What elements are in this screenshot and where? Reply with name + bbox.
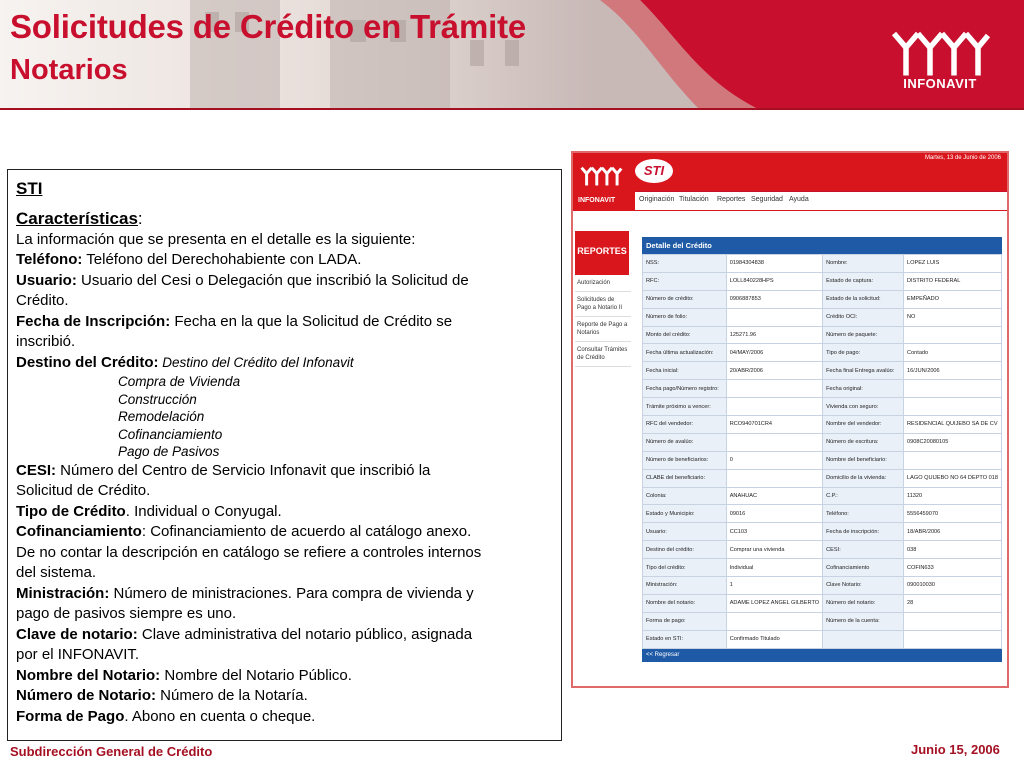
field-value: Individual	[726, 559, 822, 577]
sidebar-header: REPORTES	[575, 231, 629, 275]
fecha-cont: inscribió.	[16, 333, 76, 350]
field-value	[726, 433, 822, 451]
field-value: NO	[904, 308, 1002, 326]
panel-nav	[635, 191, 1007, 210]
field-value: ADAME LOPEZ ANGEL GILBERTO	[726, 594, 822, 612]
usuario-row	[16, 271, 561, 292]
nav-titulacion[interactable]: Titulación	[679, 196, 709, 203]
field-label: Número de la cuenta:	[823, 612, 904, 630]
info-heading: STI	[16, 179, 43, 198]
panel-body	[573, 211, 1007, 688]
field-value: 28	[904, 594, 1002, 612]
sti-screenshot-panel	[571, 151, 1009, 688]
field-value	[904, 326, 1002, 344]
cofin-row	[16, 522, 561, 543]
info-box	[7, 169, 562, 741]
clave-row	[16, 625, 561, 646]
sidebar-item-consultar[interactable]: Consultar Trámites de Crédito	[575, 342, 631, 367]
footer-department: Subdirección General de Crédito	[10, 744, 213, 759]
field-label: Crédito OCI:	[823, 308, 904, 326]
field-label: Estado en STI:	[643, 630, 727, 648]
footer-date: Junio 15, 2006	[911, 742, 1000, 757]
clave-text: Clave administrativa del notario público, asignada	[137, 625, 473, 643]
field-value: 01984304838	[726, 255, 822, 273]
field-value: 090010030	[904, 577, 1002, 595]
numero-text: Número de la Notaría.	[156, 687, 308, 704]
field-label: Nombre del vendedor:	[823, 416, 904, 434]
forma-text: . Abono en cuenta o cheque.	[124, 707, 316, 725]
field-label: Forma de pago:	[643, 612, 727, 630]
field-label: Colonia:	[643, 487, 727, 505]
field-label: Tipo del crédito:	[643, 559, 727, 577]
field-value	[904, 630, 1002, 648]
field-label: RFC del vendedor:	[643, 416, 727, 434]
tipo-row	[16, 502, 561, 523]
field-value: ANAHUAC	[726, 487, 822, 505]
destino-label: Destino del Crédito:	[16, 353, 159, 371]
characteristics-colon: :	[137, 209, 143, 228]
field-label: C.P.:	[823, 487, 904, 505]
field-value: 0906887853	[726, 290, 822, 308]
field-value: 0908C20080105	[904, 433, 1002, 451]
clave-cont: por el INFONAVIT.	[16, 646, 140, 663]
field-value: 125271.96	[726, 326, 822, 344]
field-label: Número de beneficiarios:	[643, 451, 727, 469]
table-row	[643, 612, 1002, 630]
field-label: Clave Notario:	[823, 577, 904, 595]
sidebar-item-autorizacion[interactable]: Autorización	[575, 275, 631, 292]
usuario-cont: Crédito.	[16, 292, 69, 309]
field-label: Número del notario:	[823, 594, 904, 612]
field-value: 20/ABR/2006	[726, 362, 822, 380]
page-subtitle: Notarios	[10, 54, 128, 86]
table-row	[643, 308, 1002, 326]
field-value	[726, 398, 822, 416]
cesi-label: CESI:	[16, 461, 57, 479]
field-value: RESIDENCIAL QUIJEBO SA DE CV	[904, 416, 1002, 434]
field-label: Estado de la solicitud:	[823, 290, 904, 308]
field-label: Teléfono:	[823, 505, 904, 523]
field-value: 18/ABR/2006	[904, 523, 1002, 541]
fecha-text: Fecha en la que la Solicitud de Crédito se	[170, 312, 453, 330]
field-value: COFIN633	[904, 559, 1002, 577]
field-label: Fecha pago/Número registro:	[643, 380, 727, 398]
ministracion-cont: pago de pasivos siempre es uno.	[16, 605, 237, 622]
characteristics-row	[16, 209, 561, 230]
forma-label: Forma de Pago	[16, 707, 125, 725]
field-value	[726, 380, 822, 398]
logo-text: INFONAVIT	[903, 76, 977, 91]
field-label: Fecha inicial:	[643, 362, 727, 380]
field-value: LOPEZ LUIS	[904, 255, 1002, 273]
field-label: NSS:	[643, 255, 727, 273]
table-row	[643, 398, 1002, 416]
field-value: RCO940701CR4	[726, 416, 822, 434]
destino-text: Destino del Crédito del Infonavit	[158, 354, 354, 370]
field-value: Confirmado Titulado	[726, 630, 822, 648]
header-divider	[0, 108, 1024, 110]
table-row	[643, 630, 1002, 648]
field-label: Tipo de pago:	[823, 344, 904, 362]
panel-logo-text: INFONAVIT	[578, 197, 616, 204]
table-row	[643, 416, 1002, 434]
table-row	[643, 272, 1002, 290]
destino-option: Pago de Pasivos	[118, 444, 220, 459]
field-label: Fecha de inscripción:	[823, 523, 904, 541]
field-label: Número de paquete:	[823, 326, 904, 344]
field-label: Número de avalúo:	[643, 433, 727, 451]
tipo-label: Tipo de Crédito	[16, 502, 126, 520]
field-label: Fecha original:	[823, 380, 904, 398]
numero-row	[16, 686, 561, 707]
field-label: Nombre del notario:	[643, 594, 727, 612]
destino-row	[16, 353, 561, 374]
characteristics-label: Características	[16, 209, 138, 228]
table-row	[643, 290, 1002, 308]
field-value: EMPEÑADO	[904, 290, 1002, 308]
usuario-label: Usuario:	[16, 271, 77, 289]
field-label: Estado de captura:	[823, 272, 904, 290]
field-label: RFC:	[643, 272, 727, 290]
field-value	[726, 308, 822, 326]
table-row	[643, 255, 1002, 273]
table-row	[643, 505, 1002, 523]
detail-title: Detalle del Crédito	[642, 237, 1002, 254]
ministracion-text: Número de ministraciones. Para compra de vivienda y	[109, 584, 474, 602]
panel-date: Martes, 13 de Junio de 2006	[924, 155, 1001, 161]
field-label: Número de folio:	[643, 308, 727, 326]
table-row	[643, 433, 1002, 451]
field-label: Fecha última actualización:	[643, 344, 727, 362]
field-label: Domicilio de la vivienda:	[823, 469, 904, 487]
field-label: Vivienda con seguro:	[823, 398, 904, 416]
field-value: 04/MAY/2006	[726, 344, 822, 362]
field-value: 16/JUN/2006	[904, 362, 1002, 380]
destino-option: Remodelación	[118, 409, 205, 424]
field-label: Número de escritura:	[823, 433, 904, 451]
panel-sidebar	[575, 231, 631, 367]
forma-row	[16, 707, 561, 728]
destino-option: Compra de Vivienda	[118, 374, 241, 389]
table-row	[643, 344, 1002, 362]
field-value: 038	[904, 541, 1002, 559]
field-value	[726, 612, 822, 630]
field-value: 09016	[726, 505, 822, 523]
sidebar-item-solicitudes[interactable]: Solicitudes de Pago a Notario II	[575, 292, 631, 317]
table-row	[643, 487, 1002, 505]
sidebar-item-reporte[interactable]: Reporte de Pago a Notarios	[575, 317, 631, 342]
field-value: Comprar una vivienda	[726, 541, 822, 559]
ministracion-row	[16, 584, 561, 605]
fecha-row	[16, 312, 561, 333]
nav-ayuda[interactable]: Ayuda	[789, 196, 809, 203]
field-value: 11320	[904, 487, 1002, 505]
telefono-label: Teléfono:	[16, 251, 83, 268]
field-value	[904, 451, 1002, 469]
field-value: 5556459070	[904, 505, 1002, 523]
table-row	[643, 577, 1002, 595]
nombre-label: Nombre del Notario:	[16, 666, 161, 684]
table-row	[643, 541, 1002, 559]
telefono-text: Teléfono del Derechohabiente con LADA.	[82, 251, 362, 268]
field-value: Contado	[904, 344, 1002, 362]
header-banner	[0, 0, 1024, 110]
fecha-label: Fecha de Inscripción:	[16, 312, 171, 330]
table-row	[643, 326, 1002, 344]
field-value: LAGO QUIJEBO NO 64 DEPTO 018	[904, 469, 1002, 487]
field-label: Cofinanciamiento	[823, 559, 904, 577]
cofin-label: Cofinanciamiento	[16, 523, 142, 540]
field-value: 1	[726, 577, 822, 595]
field-value: CC103	[726, 523, 822, 541]
table-row	[643, 594, 1002, 612]
table-row	[643, 523, 1002, 541]
field-value	[726, 469, 822, 487]
clave-label: Clave de notario:	[16, 625, 138, 643]
telefono-row	[16, 250, 561, 271]
table-row	[643, 451, 1002, 469]
cesi-cont: Solicitud de Crédito.	[16, 482, 151, 499]
field-label: Destino del crédito:	[643, 541, 727, 559]
nav-seguridad[interactable]: Seguridad	[751, 196, 783, 203]
back-link[interactable]: << Regresar	[642, 649, 1002, 662]
table-row	[643, 380, 1002, 398]
destino-option: Construcción	[118, 391, 197, 407]
panel-header	[573, 153, 1007, 211]
field-value: LOLL840228HPS	[726, 272, 822, 290]
field-value	[904, 398, 1002, 416]
credit-detail	[642, 237, 1002, 662]
destino-option: Cofinanciamiento	[118, 426, 223, 442]
cesi-text: Número del Centro de Servicio Infonavit que inscribió la	[56, 461, 431, 479]
field-label: Estado y Municipio:	[643, 505, 727, 523]
field-value	[904, 612, 1002, 630]
infonavit-logo-icon	[579, 156, 623, 198]
cesi-row	[16, 461, 561, 482]
field-value: DISTRITO FEDERAL	[904, 272, 1002, 290]
field-label: Monto del crédito:	[643, 326, 727, 344]
field-label: Ministración:	[643, 577, 727, 595]
nav-reportes[interactable]: Reportes	[717, 196, 746, 203]
field-label: Nombre:	[823, 255, 904, 273]
cofin-text: : Cofinanciamiento de acuerdo al catálogo anexo.	[141, 523, 472, 540]
nombre-row	[16, 666, 561, 687]
detail-table	[642, 254, 1002, 649]
tipo-text: . Individual o Conyugal.	[125, 502, 282, 520]
cofin-cont-2: del sistema.	[16, 564, 97, 581]
table-row	[643, 362, 1002, 380]
field-value: 0	[726, 451, 822, 469]
field-value	[904, 380, 1002, 398]
usuario-text: Usuario del Cesi o Delegación que inscribió la Solicitud de	[76, 271, 469, 289]
cofin-cont-1: De no contar la descripción en catálogo se refiere a controles internos	[16, 543, 482, 561]
nombre-text: Nombre del Notario Público.	[160, 666, 352, 684]
field-label: Usuario:	[643, 523, 727, 541]
nav-originacion[interactable]: Originación	[639, 196, 675, 203]
field-label: Fecha final Entrega avalúo:	[823, 362, 904, 380]
field-label: CESI:	[823, 541, 904, 559]
field-label: Nombre del beneficiario:	[823, 451, 904, 469]
page-title: Solicitudes de Crédito en Trámite	[10, 8, 527, 45]
sti-badge: STI	[635, 159, 673, 183]
field-label	[823, 630, 904, 648]
ministracion-label: Ministración:	[16, 584, 110, 602]
table-row	[643, 469, 1002, 487]
field-label: Trámite próximo a vencer:	[643, 398, 727, 416]
field-label: Número de crédito:	[643, 290, 727, 308]
intro-text: La información que se presenta en el detalle es la siguiente:	[16, 230, 416, 248]
field-label: CLABE del beneficiario:	[643, 469, 727, 487]
numero-label: Número de Notario:	[16, 687, 157, 704]
table-row	[643, 559, 1002, 577]
